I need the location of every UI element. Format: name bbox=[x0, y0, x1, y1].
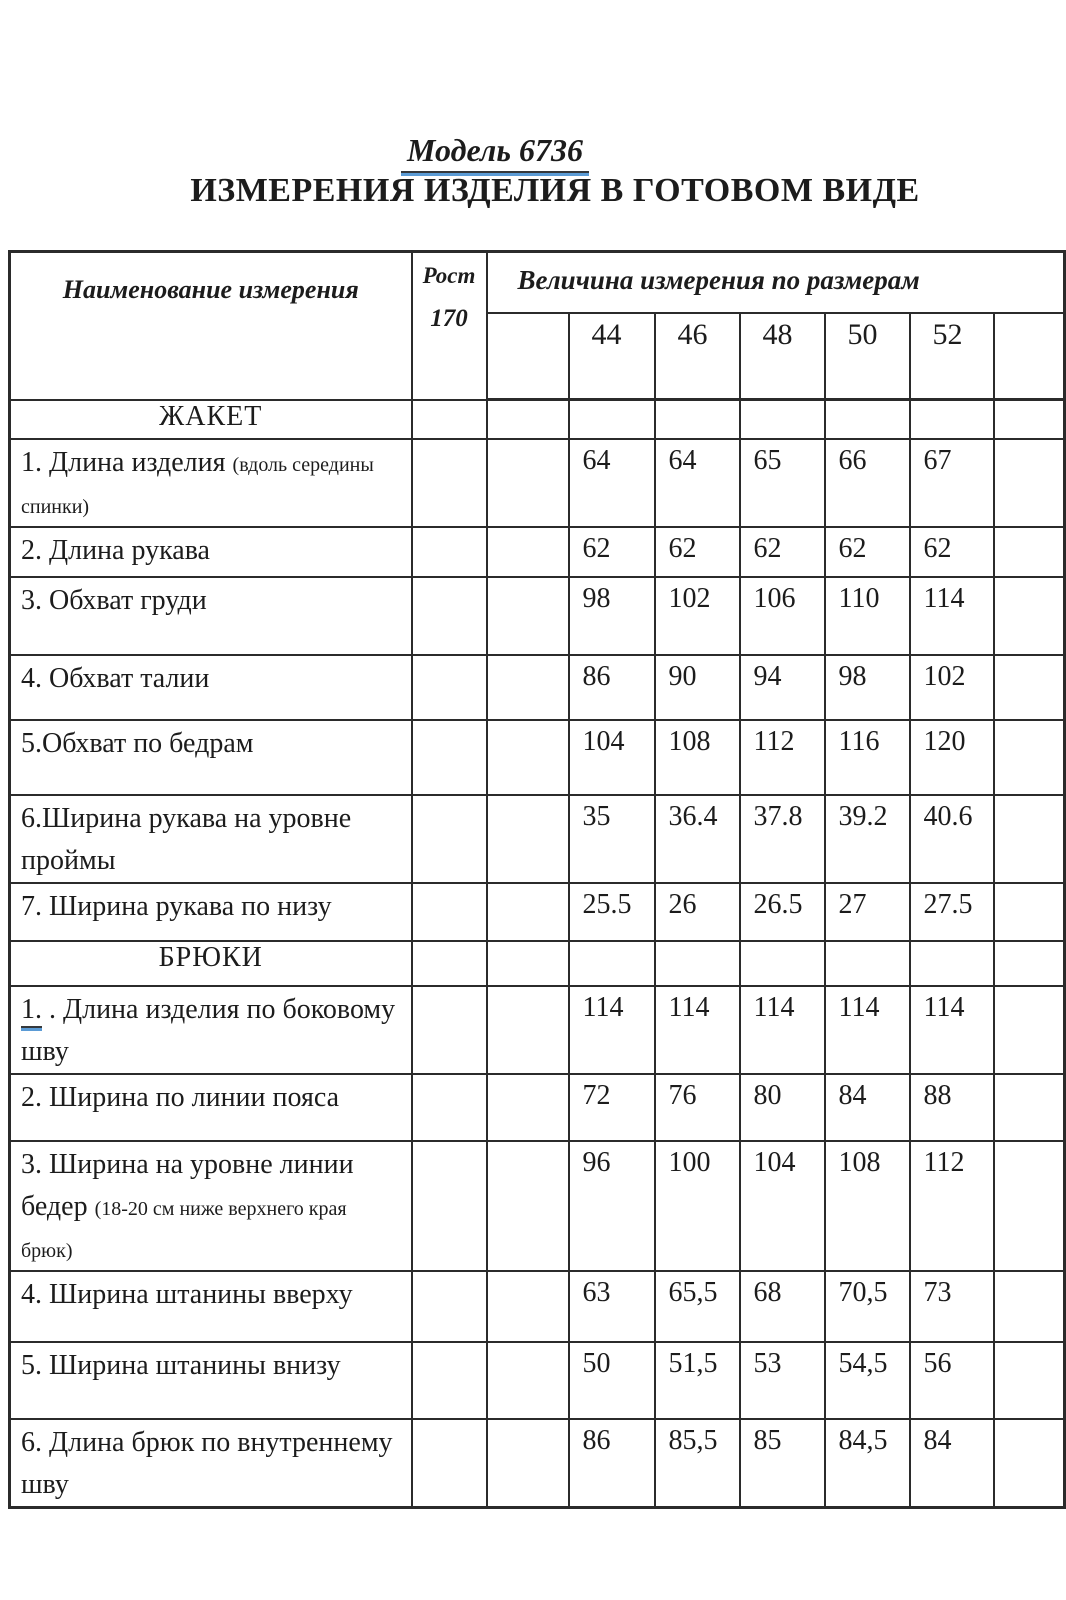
value-cell: 110 bbox=[825, 577, 910, 655]
gap-column-cell bbox=[487, 1271, 569, 1342]
gap-column-cell bbox=[487, 1342, 569, 1419]
value-cell: 85 bbox=[740, 1419, 825, 1508]
table-row bbox=[10, 1074, 1065, 1141]
empty-cell bbox=[569, 941, 655, 986]
gap-column-cell bbox=[487, 1141, 569, 1271]
value-cell: 36.4 bbox=[655, 795, 740, 883]
value-cell: 114 bbox=[825, 986, 910, 1074]
size-column-48: 48 bbox=[740, 313, 825, 400]
value-cell: 114 bbox=[740, 986, 825, 1074]
section-label: ЖАКЕТ bbox=[10, 400, 412, 439]
gap-column-cell-right bbox=[994, 1419, 1065, 1508]
row-name-cell bbox=[10, 527, 412, 577]
table-row bbox=[10, 527, 1065, 577]
value-cell: 27.5 bbox=[910, 883, 994, 941]
value-cell: 114 bbox=[910, 577, 994, 655]
height-column-cell bbox=[412, 795, 487, 883]
section-label: БРЮКИ bbox=[10, 941, 412, 986]
size-column-46: 46 bbox=[655, 313, 740, 400]
page-title bbox=[0, 172, 1066, 210]
empty-cell bbox=[655, 400, 740, 439]
value-cell: 66 bbox=[825, 439, 910, 527]
value-cell: 50 bbox=[569, 1342, 655, 1419]
row-name-cell bbox=[10, 1141, 412, 1271]
value-cell: 39.2 bbox=[825, 795, 910, 883]
column-header-measurement-name: Наименование измерения bbox=[10, 252, 412, 400]
empty-cell bbox=[740, 941, 825, 986]
measurement-name: 6. Длина брюк по внутреннему шву bbox=[21, 1426, 393, 1500]
value-cell: 84,5 bbox=[825, 1419, 910, 1508]
value-cell: 116 bbox=[825, 720, 910, 795]
value-cell: 25.5 bbox=[569, 883, 655, 941]
value-cell: 62 bbox=[740, 527, 825, 577]
row-name-cell bbox=[10, 1074, 412, 1141]
row-name-cell bbox=[10, 720, 412, 795]
value-cell: 112 bbox=[740, 720, 825, 795]
model-title bbox=[0, 132, 1066, 173]
gap-column-cell-right bbox=[994, 883, 1065, 941]
value-cell: 114 bbox=[655, 986, 740, 1074]
gap-column-cell-right bbox=[994, 655, 1065, 720]
gap-column-cell-right bbox=[994, 986, 1065, 1074]
value-cell: 85,5 bbox=[655, 1419, 740, 1508]
value-cell: 84 bbox=[910, 1419, 994, 1508]
value-cell: 63 bbox=[569, 1271, 655, 1342]
height-column-cell bbox=[412, 883, 487, 941]
height-column-cell bbox=[412, 1271, 487, 1342]
value-cell: 86 bbox=[569, 1419, 655, 1508]
value-cell: 108 bbox=[655, 720, 740, 795]
value-cell: 26.5 bbox=[740, 883, 825, 941]
empty-cell bbox=[740, 400, 825, 439]
size-column-empty-right bbox=[994, 313, 1065, 400]
value-cell: 40.6 bbox=[910, 795, 994, 883]
height-column-cell bbox=[412, 527, 487, 577]
value-cell: 88 bbox=[910, 1074, 994, 1141]
table-row bbox=[10, 439, 1065, 527]
value-cell: 112 bbox=[910, 1141, 994, 1271]
height-column-cell bbox=[412, 439, 487, 527]
value-cell: 98 bbox=[825, 655, 910, 720]
value-cell: 94 bbox=[740, 655, 825, 720]
size-column-52: 52 bbox=[910, 313, 994, 400]
empty-cell bbox=[825, 400, 910, 439]
value-cell: 108 bbox=[825, 1141, 910, 1271]
row-name-cell bbox=[10, 986, 412, 1074]
measurement-name: 5. Ширина штанины внизу bbox=[21, 1349, 341, 1381]
value-cell: 64 bbox=[655, 439, 740, 527]
gap-column-cell bbox=[487, 795, 569, 883]
value-cell: 62 bbox=[825, 527, 910, 577]
gap-column-cell bbox=[487, 527, 569, 577]
row-name-cell bbox=[10, 1271, 412, 1342]
gap-column-cell-right bbox=[994, 1141, 1065, 1271]
gap-column-cell-right bbox=[994, 439, 1065, 527]
size-column-empty-left bbox=[487, 313, 569, 400]
gap-column-cell-right bbox=[994, 1342, 1065, 1419]
empty-cell bbox=[910, 400, 994, 439]
measurement-name: 2. Длина рукава bbox=[21, 534, 210, 566]
gap-column-cell bbox=[487, 986, 569, 1074]
measurement-name: 4. Обхват талии bbox=[21, 662, 210, 694]
section-row bbox=[10, 941, 1065, 986]
measurement-name: 6.Ширина рукава на уровне проймы bbox=[21, 802, 352, 876]
gap-column-cell-right bbox=[994, 577, 1065, 655]
value-cell: 86 bbox=[569, 655, 655, 720]
measurement-name: 3. Ширина на уровне линии бедер bbox=[21, 1148, 354, 1222]
gap-column-cell bbox=[487, 1074, 569, 1141]
measurement-name: 7. Ширина рукава по низу bbox=[21, 890, 332, 922]
value-cell: 37.8 bbox=[740, 795, 825, 883]
gap-column-cell bbox=[487, 577, 569, 655]
table-row bbox=[10, 720, 1065, 795]
value-cell: 65,5 bbox=[655, 1271, 740, 1342]
measurement-name: . Длина изделия по боковому шву bbox=[21, 993, 396, 1067]
value-cell: 102 bbox=[910, 655, 994, 720]
value-cell: 70,5 bbox=[825, 1271, 910, 1342]
table-row bbox=[10, 1271, 1065, 1342]
measurement-name: 3. Обхват груди bbox=[21, 584, 207, 616]
empty-cell bbox=[412, 941, 487, 986]
value-cell: 68 bbox=[740, 1271, 825, 1342]
height-column-cell bbox=[412, 655, 487, 720]
value-cell: 62 bbox=[910, 527, 994, 577]
measurement-name: 2. Ширина по линии пояса bbox=[21, 1081, 340, 1113]
value-cell: 76 bbox=[655, 1074, 740, 1141]
height-column-cell bbox=[412, 577, 487, 655]
measurements-table bbox=[8, 250, 1066, 1509]
value-cell: 90 bbox=[655, 655, 740, 720]
empty-cell bbox=[994, 941, 1065, 986]
measurement-name: 4. Ширина штанины вверху bbox=[21, 1278, 353, 1310]
row-name-cell bbox=[10, 795, 412, 883]
value-cell: 35 bbox=[569, 795, 655, 883]
row-name-cell bbox=[10, 439, 412, 527]
table-row bbox=[10, 1342, 1065, 1419]
measurement-note: (18-20 см ниже верхнего края брюк) bbox=[21, 1197, 347, 1262]
value-cell: 80 bbox=[740, 1074, 825, 1141]
value-cell: 100 bbox=[655, 1141, 740, 1271]
row-name-cell bbox=[10, 577, 412, 655]
height-column-cell bbox=[412, 1342, 487, 1419]
value-cell: 73 bbox=[910, 1271, 994, 1342]
empty-cell bbox=[487, 400, 569, 439]
gap-column-cell bbox=[487, 883, 569, 941]
value-cell: 26 bbox=[655, 883, 740, 941]
gap-column-cell bbox=[487, 655, 569, 720]
value-cell: 84 bbox=[825, 1074, 910, 1141]
gap-column-cell-right bbox=[994, 1271, 1065, 1342]
row-name-cell bbox=[10, 1342, 412, 1419]
height-value: 170 bbox=[430, 305, 468, 332]
column-header-height bbox=[412, 252, 487, 400]
value-cell: 62 bbox=[655, 527, 740, 577]
gap-column-cell-right bbox=[994, 795, 1065, 883]
table-row bbox=[10, 655, 1065, 720]
empty-cell bbox=[655, 941, 740, 986]
value-cell: 102 bbox=[655, 577, 740, 655]
size-column-50: 50 bbox=[825, 313, 910, 400]
height-column-cell bbox=[412, 986, 487, 1074]
table-row bbox=[10, 1141, 1065, 1271]
gap-column-cell-right bbox=[994, 1074, 1065, 1141]
value-cell: 98 bbox=[569, 577, 655, 655]
value-cell: 53 bbox=[740, 1342, 825, 1419]
size-column-44: 44 bbox=[569, 313, 655, 400]
gap-column-cell-right bbox=[994, 720, 1065, 795]
value-cell: 27 bbox=[825, 883, 910, 941]
table-row bbox=[10, 986, 1065, 1074]
height-column-cell bbox=[412, 720, 487, 795]
value-cell: 106 bbox=[740, 577, 825, 655]
value-cell: 56 bbox=[910, 1342, 994, 1419]
empty-cell bbox=[994, 400, 1065, 439]
empty-cell bbox=[825, 941, 910, 986]
table-row bbox=[10, 795, 1065, 883]
gap-column-cell bbox=[487, 1419, 569, 1508]
section-row bbox=[10, 400, 1065, 439]
row-name-cell bbox=[10, 883, 412, 941]
value-cell: 51,5 bbox=[655, 1342, 740, 1419]
model-number-text: Модель 6736 bbox=[401, 132, 589, 173]
table-row bbox=[10, 883, 1065, 941]
value-cell: 54,5 bbox=[825, 1342, 910, 1419]
gap-column-cell bbox=[487, 720, 569, 795]
value-cell: 62 bbox=[569, 527, 655, 577]
value-cell: 104 bbox=[569, 720, 655, 795]
table-row bbox=[10, 1419, 1065, 1508]
value-cell: 120 bbox=[910, 720, 994, 795]
empty-cell bbox=[412, 400, 487, 439]
column-header-sizes: Величина измерения по размерам bbox=[487, 252, 1065, 313]
row-name-cell bbox=[10, 1419, 412, 1508]
value-cell: 65 bbox=[740, 439, 825, 527]
value-cell: 104 bbox=[740, 1141, 825, 1271]
measurement-note: (вдоль середины спинки) bbox=[21, 453, 374, 518]
measurement-name: 1. Длина изделия bbox=[21, 446, 233, 478]
value-cell: 114 bbox=[569, 986, 655, 1074]
height-column-cell bbox=[412, 1419, 487, 1508]
value-cell: 72 bbox=[569, 1074, 655, 1141]
height-column-cell bbox=[412, 1074, 487, 1141]
empty-cell bbox=[569, 400, 655, 439]
page-title-text: ИЗМЕРЕНИЯ ИЗДЕЛИЯ В ГОТОВОМ ВИДЕ bbox=[190, 172, 920, 209]
gap-column-cell-right bbox=[994, 527, 1065, 577]
value-cell: 67 bbox=[910, 439, 994, 527]
empty-cell bbox=[487, 941, 569, 986]
height-label: Рост bbox=[422, 263, 476, 288]
underlined-prefix: 1. bbox=[21, 994, 42, 1028]
value-cell: 64 bbox=[569, 439, 655, 527]
value-cell: 96 bbox=[569, 1141, 655, 1271]
row-name-cell bbox=[10, 655, 412, 720]
measurement-name: 5.Обхват по бедрам bbox=[21, 727, 254, 759]
value-cell: 114 bbox=[910, 986, 994, 1074]
table-row bbox=[10, 577, 1065, 655]
gap-column-cell bbox=[487, 439, 569, 527]
empty-cell bbox=[910, 941, 994, 986]
height-column-cell bbox=[412, 1141, 487, 1271]
